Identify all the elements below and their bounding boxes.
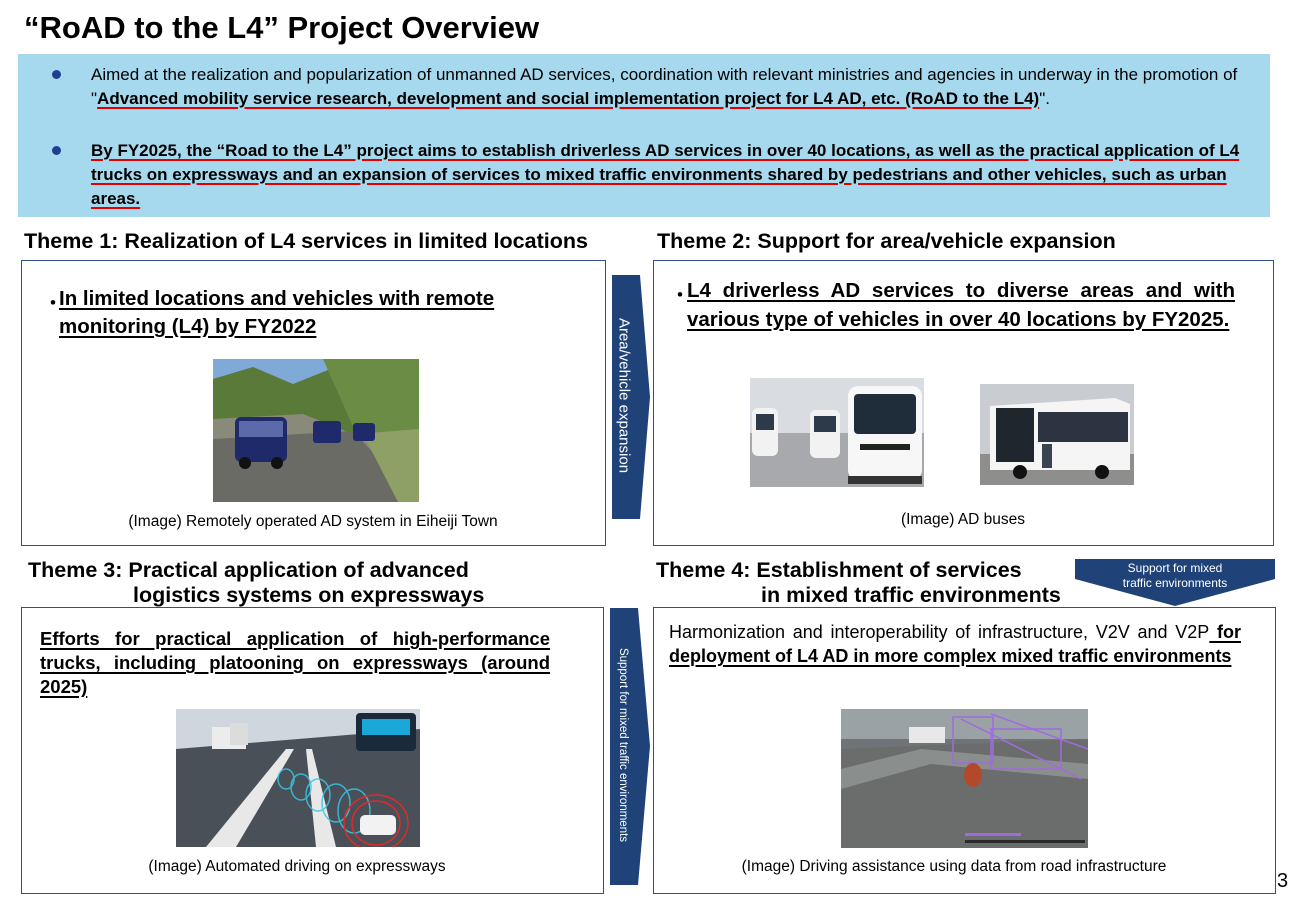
summary-box	[18, 54, 1270, 217]
theme4-box	[653, 607, 1276, 894]
theme2-bus-photo-2	[980, 384, 1134, 485]
bullet-dot-icon	[52, 70, 61, 79]
theme1-text: In limited locations and vehicles with remote monitoring (L4) by FY2022	[59, 287, 495, 338]
page-number: 3	[1277, 870, 1289, 892]
theme3-heading-line2: logistics systems on expressways	[133, 583, 485, 607]
summary-bullet-1	[91, 63, 1241, 111]
theme1-heading: Theme 1: Realization of L4 services in limited locations	[24, 229, 588, 253]
theme4-heading-line1: Theme 4: Establishment of services	[656, 558, 1022, 582]
theme1-vehicle-photo	[213, 359, 419, 502]
bullet-symbol: ・	[670, 285, 690, 307]
theme3-caption: (Image) Automated driving on expressways	[148, 858, 446, 875]
bullet-dot-icon	[52, 146, 61, 155]
theme1-box	[21, 260, 606, 546]
page-title: “RoAD to the L4” Project Overview	[24, 10, 540, 45]
theme2-heading: Theme 2: Support for area/vehicle expansion	[657, 229, 1116, 253]
theme1-caption: (Image) Remotely operated AD system in Eiheiji Town	[128, 513, 498, 530]
bullet1-project-name: Advanced mobility service research, development and social implementation project for L4 AD, etc. (RoAD to the L4)	[97, 89, 1040, 108]
theme4-text-plain: Harmonization and interoperability of infrastructure, V2V and V2P	[669, 622, 1210, 642]
theme4-caption: (Image) Driving assistance using data from road infrastructure	[741, 858, 1167, 875]
theme2-caption: (Image) AD buses	[900, 511, 1026, 528]
bullet1-suffix: ".	[1039, 89, 1050, 108]
theme2-text: L4 driverless AD services to diverse areas and with various type of vehicles in over 40 locations by FY2025.	[687, 279, 1235, 331]
theme3-heading-line1: Theme 3: Practical application of advanced	[28, 558, 469, 582]
down-arrow-label-line2: traffic environments	[1122, 576, 1228, 590]
theme2-bus-photo-1	[750, 378, 924, 487]
theme4-heading-line2: in mixed traffic environments	[761, 583, 1061, 607]
theme3-box	[21, 607, 604, 894]
bullet1-prefix: Aimed at the realization and popularization of unmanned AD services, coordination with relevant ministries and agencies in underway in the promotion of "	[91, 65, 1238, 108]
bullet-symbol: ・	[43, 293, 63, 315]
down-arrow-label-line1: Support for mixed	[1127, 561, 1223, 575]
theme2-box	[653, 260, 1274, 546]
area-vehicle-arrow-label: Area/vehicle expansion	[615, 317, 633, 474]
mixed-traffic-arrow-label: Support for mixed traffic environments	[617, 647, 629, 843]
theme4-text	[669, 620, 1241, 668]
mixed-traffic-down-arrow-label	[1075, 561, 1275, 591]
theme3-truck-photo	[176, 709, 420, 847]
summary-bullet-2: By FY2025, the “Road to the L4” project aims to establish driverless AD services in over 40 locations, as well as the practical application of L4 trucks on expressways and an expansion of services to mixed traffic environments shared by pedestrians and other vehicles, such as urban areas.	[91, 141, 1240, 208]
theme4-intersection-photo	[841, 709, 1088, 848]
theme4-text-bold: for deployment of L4 AD in more complex mixed traffic environments	[669, 622, 1242, 666]
theme3-text: Efforts for practical application of high-performance trucks, including platooning on expressways (around 2025)	[40, 628, 550, 697]
